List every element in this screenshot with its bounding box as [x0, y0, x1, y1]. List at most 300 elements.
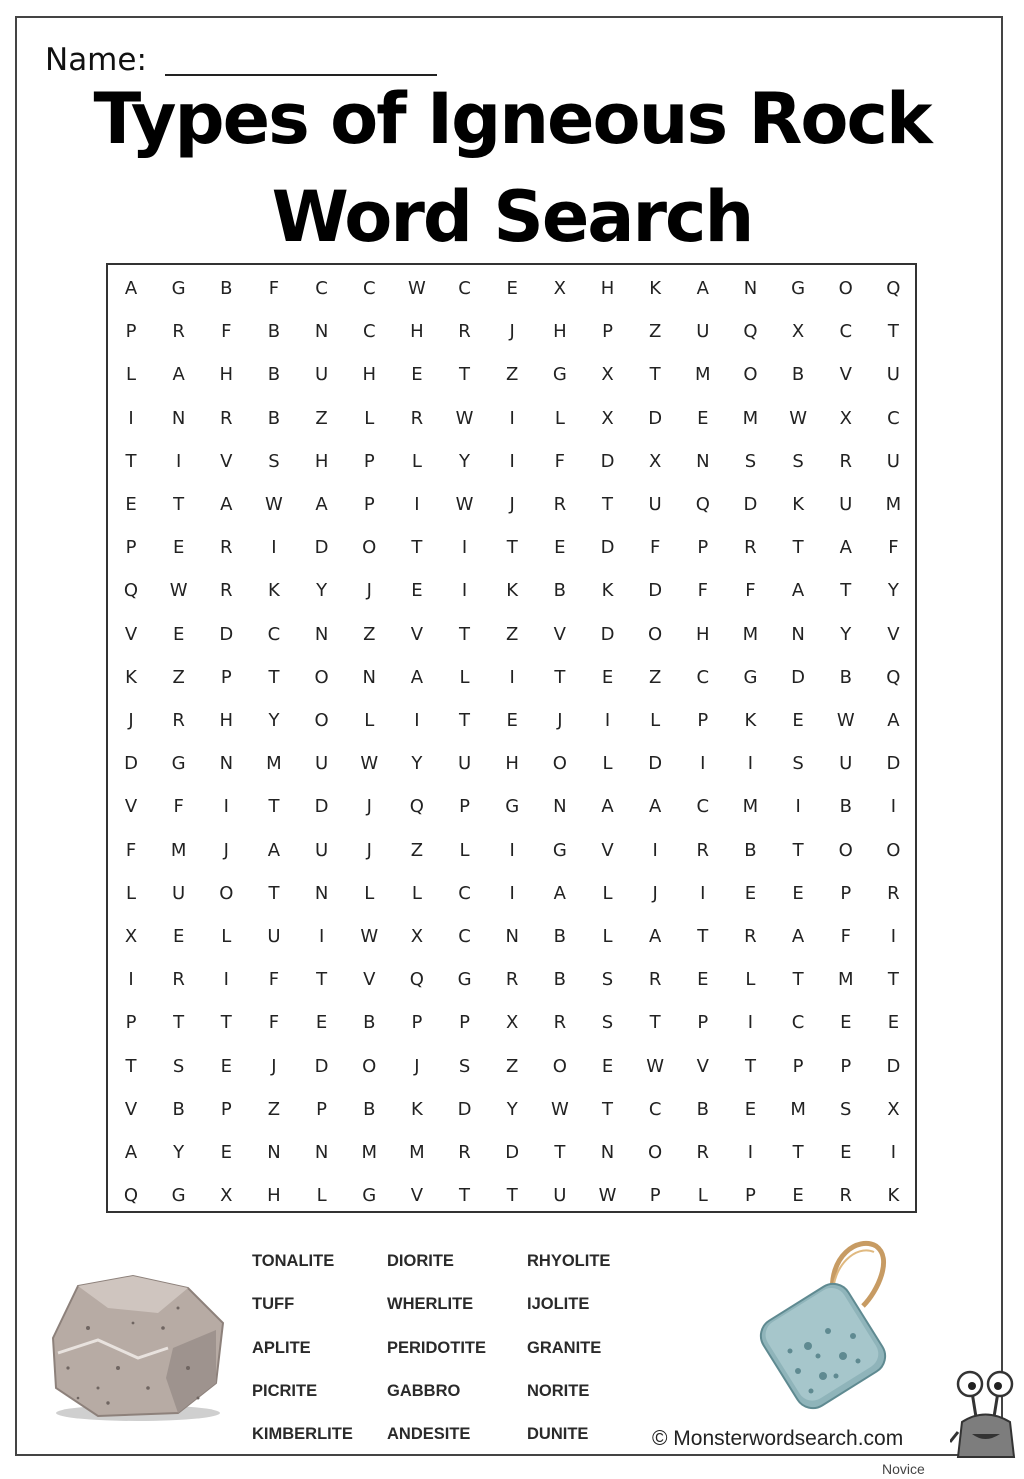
grid-letter[interactable]: G: [791, 278, 806, 299]
grid-letter[interactable]: T: [649, 1012, 661, 1034]
grid-letter[interactable]: L: [602, 753, 613, 775]
name-field-line[interactable]: [165, 74, 437, 76]
grid-letter[interactable]: I: [223, 796, 229, 818]
grid-letter[interactable]: I: [318, 926, 325, 947]
grid-letter[interactable]: V: [887, 623, 900, 645]
grid-letter[interactable]: B: [839, 796, 852, 818]
grid-letter[interactable]: E: [792, 710, 804, 731]
grid-letter[interactable]: N: [362, 666, 376, 688]
grid-letter[interactable]: Z: [506, 1055, 519, 1077]
grid-letter[interactable]: Q: [123, 580, 139, 602]
grid-letter[interactable]: E: [506, 710, 518, 731]
grid-letter[interactable]: P: [697, 710, 709, 731]
grid-letter[interactable]: T: [554, 666, 566, 688]
grid-letter[interactable]: F: [173, 796, 184, 818]
grid-letter[interactable]: A: [220, 494, 233, 515]
grid-letter[interactable]: T: [697, 926, 709, 947]
grid-letter[interactable]: H: [267, 1185, 281, 1207]
grid-letter[interactable]: E: [172, 537, 185, 559]
grid-letter[interactable]: K: [649, 278, 662, 299]
grid-letter[interactable]: F: [268, 1012, 280, 1034]
grid-letter[interactable]: T: [792, 1142, 804, 1163]
grid-letter[interactable]: Z: [410, 839, 424, 861]
grid-letter[interactable]: B: [696, 1098, 709, 1120]
grid-letter[interactable]: K: [268, 580, 280, 602]
grid-letter[interactable]: I: [461, 580, 468, 602]
grid-letter[interactable]: I: [509, 450, 515, 472]
grid-letter[interactable]: U: [457, 753, 472, 775]
grid-letter[interactable]: A: [315, 494, 328, 515]
grid-letter[interactable]: R: [696, 1142, 710, 1163]
grid-letter[interactable]: T: [125, 1055, 137, 1077]
grid-letter[interactable]: L: [554, 407, 565, 429]
grid-letter[interactable]: N: [696, 450, 710, 472]
grid-letter[interactable]: X: [124, 926, 138, 947]
grid-letter[interactable]: A: [601, 796, 614, 818]
grid-letter[interactable]: W: [646, 1055, 665, 1077]
grid-letter[interactable]: U: [648, 494, 662, 515]
grid-letter[interactable]: A: [839, 537, 852, 559]
grid-letter[interactable]: D: [314, 537, 329, 559]
grid-letter[interactable]: B: [267, 364, 281, 386]
grid-letter[interactable]: R: [887, 882, 900, 904]
grid-letter[interactable]: A: [791, 926, 805, 947]
grid-letter[interactable]: S: [172, 1055, 185, 1077]
grid-letter[interactable]: W: [455, 494, 474, 515]
grid-letter[interactable]: N: [791, 623, 805, 645]
grid-letter[interactable]: M: [742, 796, 759, 818]
grid-letter[interactable]: A: [410, 666, 424, 688]
grid-letter[interactable]: L: [650, 710, 661, 731]
grid-letter[interactable]: C: [362, 321, 376, 343]
grid-letter[interactable]: A: [648, 796, 662, 818]
grid-letter[interactable]: V: [410, 623, 424, 645]
grid-letter[interactable]: L: [602, 926, 613, 947]
grid-letter[interactable]: R: [410, 407, 424, 429]
grid-letter[interactable]: R: [744, 926, 757, 947]
grid-letter[interactable]: N: [314, 321, 329, 343]
grid-letter[interactable]: I: [652, 839, 658, 861]
grid-letter[interactable]: Q: [409, 796, 424, 818]
grid-letter[interactable]: O: [362, 1055, 377, 1077]
grid-letter[interactable]: R: [839, 450, 852, 472]
grid-letter[interactable]: I: [795, 796, 801, 818]
grid-letter[interactable]: R: [696, 839, 710, 861]
grid-letter[interactable]: T: [887, 969, 899, 991]
grid-letter[interactable]: B: [363, 1098, 376, 1120]
grid-letter[interactable]: J: [557, 710, 563, 731]
grid-letter[interactable]: W: [550, 1098, 569, 1120]
grid-letter[interactable]: L: [602, 882, 613, 904]
grid-letter[interactable]: B: [839, 666, 852, 688]
grid-letter[interactable]: P: [697, 537, 709, 559]
grid-letter[interactable]: I: [700, 753, 706, 775]
grid-letter[interactable]: W: [360, 926, 379, 947]
grid-letter[interactable]: E: [411, 364, 423, 386]
grid-letter[interactable]: L: [125, 364, 137, 386]
grid-letter[interactable]: D: [743, 494, 758, 515]
grid-letter[interactable]: W: [598, 1185, 617, 1207]
grid-letter[interactable]: W: [789, 407, 807, 429]
grid-letter[interactable]: J: [652, 882, 658, 904]
grid-letter[interactable]: T: [459, 364, 471, 386]
grid-letter[interactable]: O: [648, 623, 663, 645]
grid-letter[interactable]: E: [315, 1012, 328, 1034]
grid-letter[interactable]: G: [171, 278, 186, 299]
grid-letter[interactable]: C: [887, 407, 900, 429]
grid-letter[interactable]: B: [267, 321, 281, 343]
grid-letter[interactable]: R: [648, 969, 662, 991]
grid-letter[interactable]: P: [125, 321, 137, 343]
grid-letter[interactable]: J: [509, 321, 515, 343]
grid-letter[interactable]: X: [887, 1098, 900, 1120]
grid-letter[interactable]: A: [124, 278, 138, 299]
grid-letter[interactable]: C: [839, 321, 853, 343]
grid-letter[interactable]: A: [172, 364, 185, 386]
grid-letter[interactable]: T: [792, 537, 804, 559]
grid-letter[interactable]: P: [792, 1055, 804, 1077]
grid-letter[interactable]: I: [414, 494, 420, 515]
grid-letter[interactable]: I: [509, 839, 515, 861]
grid-letter[interactable]: J: [366, 580, 372, 602]
grid-letter[interactable]: H: [362, 364, 377, 386]
grid-letter[interactable]: M: [742, 407, 759, 429]
grid-letter[interactable]: W: [360, 753, 379, 775]
grid-letter[interactable]: I: [414, 710, 420, 731]
grid-letter[interactable]: Z: [172, 666, 185, 688]
grid-letter[interactable]: J: [223, 839, 229, 861]
grid-letter[interactable]: N: [314, 882, 329, 904]
grid-letter[interactable]: X: [553, 278, 567, 299]
grid-letter[interactable]: V: [410, 1185, 424, 1207]
grid-letter[interactable]: T: [459, 623, 471, 645]
grid-letter[interactable]: W: [169, 580, 188, 602]
grid-letter[interactable]: H: [314, 450, 329, 472]
grid-letter[interactable]: W: [407, 278, 426, 299]
grid-letter[interactable]: V: [839, 364, 852, 386]
grid-letter[interactable]: Q: [409, 969, 424, 991]
grid-letter[interactable]: E: [125, 494, 137, 515]
grid-letter[interactable]: O: [314, 710, 329, 731]
grid-letter[interactable]: F: [745, 580, 756, 602]
grid-letter[interactable]: O: [648, 1142, 663, 1163]
grid-letter[interactable]: Z: [363, 623, 376, 645]
grid-letter[interactable]: V: [124, 1098, 138, 1120]
grid-letter[interactable]: C: [458, 278, 471, 299]
grid-letter[interactable]: U: [172, 882, 186, 904]
grid-letter[interactable]: I: [509, 407, 515, 429]
grid-letter[interactable]: I: [128, 407, 134, 429]
grid-letter[interactable]: T: [744, 1055, 756, 1077]
grid-letter[interactable]: H: [600, 278, 615, 299]
grid-letter[interactable]: O: [838, 839, 853, 861]
grid-letter[interactable]: A: [887, 710, 900, 731]
grid-letter[interactable]: J: [414, 1055, 420, 1077]
grid-letter[interactable]: D: [791, 666, 806, 688]
grid-letter[interactable]: N: [171, 407, 186, 429]
grid-letter[interactable]: R: [839, 1185, 852, 1207]
grid-letter[interactable]: Y: [268, 710, 280, 731]
grid-letter[interactable]: F: [554, 450, 566, 472]
grid-letter[interactable]: P: [649, 1185, 661, 1207]
grid-letter[interactable]: X: [601, 364, 614, 386]
grid-letter[interactable]: J: [128, 710, 134, 731]
grid-letter[interactable]: E: [172, 623, 185, 645]
grid-letter[interactable]: P: [697, 1012, 709, 1034]
grid-letter[interactable]: A: [553, 882, 566, 904]
grid-letter[interactable]: E: [887, 1012, 900, 1034]
grid-letter[interactable]: P: [459, 1012, 470, 1034]
grid-letter[interactable]: U: [315, 364, 329, 386]
grid-letter[interactable]: R: [553, 1012, 567, 1034]
grid-letter[interactable]: L: [316, 1185, 327, 1207]
grid-letter[interactable]: F: [221, 321, 232, 343]
grid-letter[interactable]: H: [696, 623, 710, 645]
grid-letter[interactable]: K: [744, 710, 757, 731]
grid-letter[interactable]: F: [888, 537, 899, 559]
grid-letter[interactable]: D: [648, 580, 663, 602]
grid-letter[interactable]: N: [314, 1142, 329, 1163]
grid-letter[interactable]: E: [744, 1098, 757, 1120]
grid-letter[interactable]: C: [315, 278, 328, 299]
grid-letter[interactable]: Q: [695, 494, 710, 515]
grid-letter[interactable]: A: [267, 839, 281, 861]
grid-letter[interactable]: L: [459, 839, 470, 861]
grid-letter[interactable]: I: [604, 710, 611, 731]
grid-letter[interactable]: H: [410, 321, 424, 343]
grid-letter[interactable]: I: [271, 537, 277, 559]
grid-letter[interactable]: G: [362, 1185, 377, 1207]
grid-letter[interactable]: C: [648, 1098, 662, 1120]
grid-letter[interactable]: B: [220, 278, 233, 299]
grid-letter[interactable]: R: [458, 1142, 471, 1163]
grid-letter[interactable]: E: [840, 1012, 852, 1034]
grid-letter[interactable]: D: [600, 450, 615, 472]
grid-letter[interactable]: S: [840, 1098, 852, 1120]
grid-letter[interactable]: D: [648, 753, 663, 775]
grid-letter[interactable]: Z: [267, 1098, 281, 1120]
grid-letter[interactable]: Z: [506, 623, 519, 645]
grid-letter[interactable]: I: [509, 666, 515, 688]
grid-letter[interactable]: O: [743, 364, 758, 386]
grid-letter[interactable]: X: [506, 1012, 519, 1034]
grid-letter[interactable]: W: [836, 710, 855, 731]
grid-letter[interactable]: H: [219, 710, 234, 731]
grid-letter[interactable]: H: [553, 321, 567, 343]
grid-letter[interactable]: G: [171, 1185, 186, 1207]
grid-letter[interactable]: U: [315, 839, 329, 861]
grid-letter[interactable]: V: [601, 839, 614, 861]
grid-letter[interactable]: K: [506, 580, 519, 602]
grid-letter[interactable]: T: [268, 882, 280, 904]
grid-letter[interactable]: S: [601, 1012, 614, 1034]
grid-letter[interactable]: P: [459, 796, 470, 818]
grid-letter[interactable]: P: [745, 1185, 756, 1207]
grid-letter[interactable]: U: [839, 494, 853, 515]
grid-letter[interactable]: J: [271, 1055, 277, 1077]
grid-letter[interactable]: N: [553, 796, 567, 818]
grid-letter[interactable]: X: [839, 407, 852, 429]
grid-letter[interactable]: E: [840, 1142, 852, 1163]
grid-letter[interactable]: E: [601, 1055, 614, 1077]
grid-letter[interactable]: R: [744, 537, 757, 559]
grid-letter[interactable]: B: [363, 1012, 376, 1034]
grid-letter[interactable]: L: [459, 666, 470, 688]
grid-letter[interactable]: K: [601, 580, 614, 602]
grid-letter[interactable]: I: [890, 796, 897, 818]
grid-letter[interactable]: T: [268, 666, 280, 688]
grid-letter[interactable]: U: [553, 1185, 567, 1207]
grid-letter[interactable]: L: [364, 882, 375, 904]
grid-letter[interactable]: B: [172, 1098, 185, 1120]
grid-letter[interactable]: W: [265, 494, 283, 515]
grid-letter[interactable]: N: [505, 926, 519, 947]
grid-letter[interactable]: L: [411, 450, 422, 472]
grid-letter[interactable]: G: [171, 753, 186, 775]
grid-letter[interactable]: T: [459, 710, 471, 731]
grid-letter[interactable]: Y: [506, 1098, 518, 1120]
grid-letter[interactable]: Y: [411, 753, 423, 775]
grid-letter[interactable]: B: [267, 407, 281, 429]
grid-letter[interactable]: D: [886, 1055, 901, 1077]
grid-letter[interactable]: E: [220, 1055, 232, 1077]
grid-letter[interactable]: M: [790, 1098, 806, 1120]
grid-letter[interactable]: C: [696, 666, 710, 688]
grid-letter[interactable]: E: [697, 969, 709, 991]
grid-letter[interactable]: Z: [506, 364, 519, 386]
grid-letter[interactable]: N: [314, 623, 329, 645]
grid-letter[interactable]: E: [506, 278, 518, 299]
grid-letter[interactable]: P: [125, 1012, 137, 1034]
grid-letter[interactable]: G: [552, 364, 567, 386]
grid-letter[interactable]: P: [363, 450, 375, 472]
grid-letter[interactable]: N: [600, 1142, 615, 1163]
grid-letter[interactable]: F: [840, 926, 851, 947]
grid-letter[interactable]: U: [839, 753, 853, 775]
grid-letter[interactable]: F: [268, 278, 280, 299]
grid-letter[interactable]: X: [220, 1185, 233, 1207]
grid-letter[interactable]: E: [554, 537, 566, 559]
grid-letter[interactable]: L: [364, 407, 375, 429]
letter-grid[interactable]: [106, 263, 917, 1213]
grid-letter[interactable]: P: [602, 321, 613, 343]
grid-letter[interactable]: E: [744, 882, 757, 904]
grid-letter[interactable]: T: [411, 537, 423, 559]
grid-letter[interactable]: R: [172, 321, 185, 343]
grid-letter[interactable]: I: [509, 882, 515, 904]
grid-letter[interactable]: D: [314, 1055, 329, 1077]
grid-letter[interactable]: T: [506, 537, 518, 559]
grid-letter[interactable]: V: [696, 1055, 709, 1077]
grid-letter[interactable]: L: [125, 882, 137, 904]
grid-letter[interactable]: Q: [886, 278, 901, 299]
grid-letter[interactable]: D: [886, 753, 901, 775]
grid-letter[interactable]: C: [267, 623, 281, 645]
grid-letter[interactable]: D: [457, 1098, 472, 1120]
grid-letter[interactable]: T: [125, 450, 137, 472]
grid-letter[interactable]: K: [887, 1185, 900, 1207]
grid-letter[interactable]: P: [411, 1012, 423, 1034]
grid-letter[interactable]: T: [792, 969, 804, 991]
grid-letter[interactable]: P: [125, 537, 137, 559]
grid-letter[interactable]: I: [128, 969, 134, 991]
grid-letter[interactable]: U: [267, 926, 281, 947]
grid-letter[interactable]: X: [601, 407, 614, 429]
grid-letter[interactable]: T: [554, 1142, 566, 1163]
grid-letter[interactable]: T: [268, 796, 280, 818]
grid-letter[interactable]: V: [363, 969, 376, 991]
grid-letter[interactable]: P: [220, 666, 232, 688]
grid-letter[interactable]: T: [887, 321, 899, 343]
grid-letter[interactable]: B: [791, 364, 805, 386]
grid-letter[interactable]: L: [411, 882, 422, 904]
grid-letter[interactable]: D: [600, 537, 615, 559]
grid-letter[interactable]: X: [648, 450, 662, 472]
grid-letter[interactable]: A: [124, 1142, 138, 1163]
grid-letter[interactable]: M: [695, 364, 711, 386]
grid-letter[interactable]: P: [840, 1055, 852, 1077]
grid-letter[interactable]: K: [125, 666, 137, 688]
grid-letter[interactable]: N: [267, 1142, 281, 1163]
grid-letter[interactable]: U: [886, 364, 900, 386]
grid-letter[interactable]: S: [268, 450, 280, 472]
grid-letter[interactable]: D: [648, 407, 663, 429]
grid-letter[interactable]: G: [457, 969, 472, 991]
grid-letter[interactable]: T: [173, 494, 185, 515]
grid-letter[interactable]: S: [792, 753, 804, 775]
grid-letter[interactable]: D: [505, 1142, 520, 1163]
grid-letter[interactable]: M: [361, 1142, 378, 1163]
grid-letter[interactable]: O: [219, 882, 234, 904]
grid-letter[interactable]: I: [175, 450, 182, 472]
grid-letter[interactable]: M: [885, 494, 902, 515]
grid-letter[interactable]: M: [742, 623, 759, 645]
grid-letter[interactable]: E: [792, 1185, 804, 1207]
grid-letter[interactable]: U: [886, 450, 900, 472]
grid-letter[interactable]: J: [366, 796, 372, 818]
grid-letter[interactable]: U: [696, 321, 710, 343]
grid-letter[interactable]: E: [172, 926, 185, 947]
grid-letter[interactable]: V: [124, 623, 138, 645]
grid-letter[interactable]: Q: [886, 666, 901, 688]
grid-letter[interactable]: P: [840, 882, 852, 904]
grid-letter[interactable]: G: [552, 839, 567, 861]
grid-letter[interactable]: R: [220, 537, 233, 559]
grid-letter[interactable]: O: [552, 1055, 567, 1077]
grid-letter[interactable]: V: [553, 623, 566, 645]
grid-letter[interactable]: S: [744, 450, 757, 472]
grid-letter[interactable]: I: [747, 1012, 754, 1034]
grid-letter[interactable]: Y: [173, 1142, 185, 1163]
grid-letter[interactable]: R: [505, 969, 519, 991]
grid-letter[interactable]: M: [409, 1142, 425, 1163]
grid-letter[interactable]: B: [553, 969, 567, 991]
grid-letter[interactable]: T: [840, 580, 852, 602]
grid-letter[interactable]: O: [886, 839, 901, 861]
grid-letter[interactable]: C: [458, 882, 471, 904]
grid-letter[interactable]: I: [461, 537, 468, 559]
grid-letter[interactable]: R: [220, 407, 233, 429]
grid-letter[interactable]: I: [747, 1142, 754, 1163]
grid-letter[interactable]: O: [362, 537, 377, 559]
grid-letter[interactable]: K: [410, 1098, 423, 1120]
grid-letter[interactable]: Q: [743, 321, 758, 343]
grid-letter[interactable]: T: [602, 494, 613, 515]
grid-letter[interactable]: A: [696, 278, 709, 299]
grid-letter[interactable]: C: [696, 796, 710, 818]
grid-letter[interactable]: B: [744, 839, 757, 861]
grid-letter[interactable]: F: [125, 839, 137, 861]
